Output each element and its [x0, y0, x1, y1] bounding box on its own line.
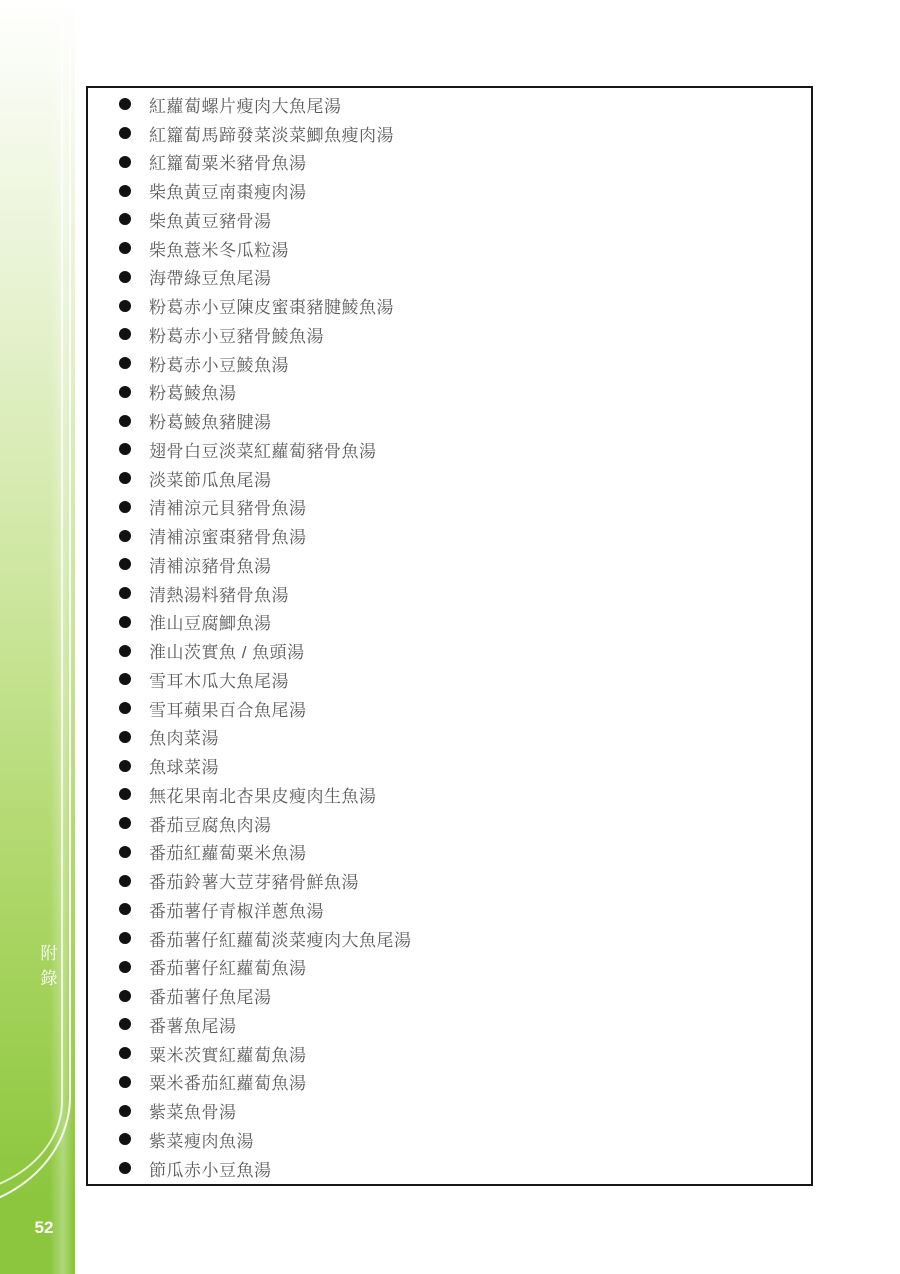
list-item-label: 紅籮蔔馬蹄發菜淡菜鯽魚瘦肉湯	[149, 125, 394, 145]
list-item-label: 翅骨白豆淡菜紅蘿蔔豬骨魚湯	[149, 441, 377, 461]
bullet-icon	[119, 788, 131, 800]
bullet-icon	[119, 501, 131, 513]
list-item	[88, 1154, 811, 1183]
list-item	[88, 694, 811, 723]
list-item	[88, 205, 811, 234]
list-item-label: 淡菜節瓜魚尾湯	[149, 470, 272, 490]
bullet-icon	[119, 271, 131, 283]
list-item	[88, 90, 811, 119]
list-item-label: 紫菜魚骨湯	[149, 1103, 237, 1123]
page-number: 52	[34, 1218, 54, 1237]
bullet-icon	[119, 415, 131, 427]
list-item-label: 番茄薯仔青椒洋蔥魚湯	[149, 901, 324, 921]
list-item	[88, 751, 811, 780]
list-item-label: 淮山豆腐鯽魚湯	[149, 614, 272, 634]
list-item	[88, 780, 811, 809]
bullet-icon	[119, 558, 131, 570]
bullet-icon	[119, 1018, 131, 1030]
list-item	[88, 263, 811, 292]
list-item	[88, 1010, 811, 1039]
bullet-icon	[119, 1133, 131, 1145]
sidebar-curve-inner-line	[0, 0, 63, 1196]
list-item	[88, 176, 811, 205]
list-item-label: 柴魚黃豆南棗瘦肉湯	[149, 183, 307, 203]
list-item-label: 節瓜赤小豆魚湯	[149, 1160, 272, 1180]
list-item-label: 番茄薯仔魚尾湯	[149, 988, 272, 1008]
list-item-label: 粉葛鯪魚湯	[149, 384, 237, 404]
list-item-label: 清熱湯料豬骨魚湯	[149, 585, 289, 605]
bullet-icon	[119, 242, 131, 254]
list-item	[88, 550, 811, 579]
list-item	[88, 234, 811, 263]
list-item-label: 番薯魚尾湯	[149, 1016, 237, 1036]
list-item-label: 紅蘿蔔螺片瘦肉大魚尾湯	[149, 96, 342, 116]
bullet-icon	[119, 760, 131, 772]
list-item-label: 清補涼豬骨魚湯	[149, 556, 272, 576]
bullet-icon	[119, 587, 131, 599]
bullet-icon	[119, 932, 131, 944]
list-item	[88, 1096, 811, 1125]
bullet-icon	[119, 990, 131, 1002]
list-item	[88, 148, 811, 177]
list-item-label: 魚肉菜湯	[149, 729, 219, 749]
list-item	[88, 320, 811, 349]
bullet-icon	[119, 98, 131, 110]
bullet-icon	[119, 616, 131, 628]
list-item	[88, 493, 811, 522]
bullet-icon	[119, 673, 131, 685]
list-item-label: 粟米茨實紅蘿蔔魚湯	[149, 1045, 307, 1065]
soup-list	[88, 88, 811, 1183]
bullet-icon	[119, 731, 131, 743]
list-item-label: 番茄薯仔紅蘿蔔淡菜瘦肉大魚尾湯	[149, 930, 412, 950]
list-item	[88, 349, 811, 378]
list-item-label: 淮山茨實魚 / 魚頭湯	[149, 643, 305, 663]
bullet-icon	[119, 702, 131, 714]
list-item	[88, 723, 811, 752]
list-item	[88, 636, 811, 665]
list-item-label: 清補涼元貝豬骨魚湯	[149, 499, 307, 519]
list-item	[88, 895, 811, 924]
bullet-icon	[119, 443, 131, 455]
list-item-label: 番茄薯仔紅蘿蔔魚湯	[149, 959, 307, 979]
list-item-label: 番茄鈴薯大荳芽豬骨鮮魚湯	[149, 873, 359, 893]
list-item-label: 柴魚薏米冬瓜粒湯	[149, 240, 289, 260]
list-item	[88, 665, 811, 694]
list-item	[88, 924, 811, 953]
bullet-icon	[119, 530, 131, 542]
bullet-icon	[119, 1105, 131, 1117]
list-item	[88, 521, 811, 550]
list-item-label: 無花果南北杏果皮瘦肉生魚湯	[149, 786, 377, 806]
bullet-icon	[119, 1047, 131, 1059]
bullet-icon	[119, 357, 131, 369]
list-item-label: 番茄紅蘿蔔粟米魚湯	[149, 844, 307, 864]
list-item	[88, 435, 811, 464]
list-item-label: 雪耳木瓜大魚尾湯	[149, 671, 289, 691]
list-item-label: 粉葛赤小豆豬骨鯪魚湯	[149, 326, 324, 346]
list-item	[88, 1039, 811, 1068]
list-item-label: 番茄豆腐魚肉湯	[149, 815, 272, 835]
appendix-tab-label: 附錄	[40, 944, 58, 988]
list-item	[88, 119, 811, 148]
list-item	[88, 291, 811, 320]
bullet-icon	[119, 875, 131, 887]
list-item-label: 海帶綠豆魚尾湯	[149, 269, 272, 289]
bullet-icon	[119, 846, 131, 858]
bullet-icon	[119, 156, 131, 168]
list-item-label: 粉葛赤小豆鯪魚湯	[149, 355, 289, 375]
bullet-icon	[119, 185, 131, 197]
bullet-icon	[119, 817, 131, 829]
bullet-icon	[119, 1076, 131, 1088]
list-item	[88, 953, 811, 982]
bullet-icon	[119, 127, 131, 139]
list-item-label: 魚球菜湯	[149, 758, 219, 778]
list-item-label: 清補涼蜜棗豬骨魚湯	[149, 528, 307, 548]
list-item	[88, 838, 811, 867]
list-item-label: 雪耳蘋果百合魚尾湯	[149, 700, 307, 720]
bullet-icon	[119, 300, 131, 312]
list-item	[88, 579, 811, 608]
list-item	[88, 1125, 811, 1154]
bullet-icon	[119, 213, 131, 225]
bullet-icon	[119, 472, 131, 484]
list-item-label: 柴魚黃豆豬骨湯	[149, 211, 272, 231]
bullet-icon	[119, 961, 131, 973]
list-item	[88, 1068, 811, 1097]
bullet-icon	[119, 328, 131, 340]
bullet-icon	[119, 645, 131, 657]
list-item-label: 粉葛鯪魚豬腱湯	[149, 413, 272, 433]
list-item-label: 粉葛赤小豆陳皮蜜棗豬腱鯪魚湯	[149, 298, 394, 318]
bullet-icon	[119, 903, 131, 915]
list-item	[88, 866, 811, 895]
list-item	[88, 406, 811, 435]
list-item-label: 粟米番茄紅蘿蔔魚湯	[149, 1074, 307, 1094]
list-item-label: 紫菜瘦肉魚湯	[149, 1131, 254, 1151]
list-item	[88, 981, 811, 1010]
list-item	[88, 809, 811, 838]
list-item	[88, 464, 811, 493]
list-item	[88, 378, 811, 407]
list-item-label: 紅籮蔔粟米豬骨魚湯	[149, 154, 307, 174]
soup-list-box	[86, 86, 813, 1186]
list-item	[88, 608, 811, 637]
sidebar	[0, 0, 75, 1274]
bullet-icon	[119, 1162, 131, 1174]
bullet-icon	[119, 386, 131, 398]
